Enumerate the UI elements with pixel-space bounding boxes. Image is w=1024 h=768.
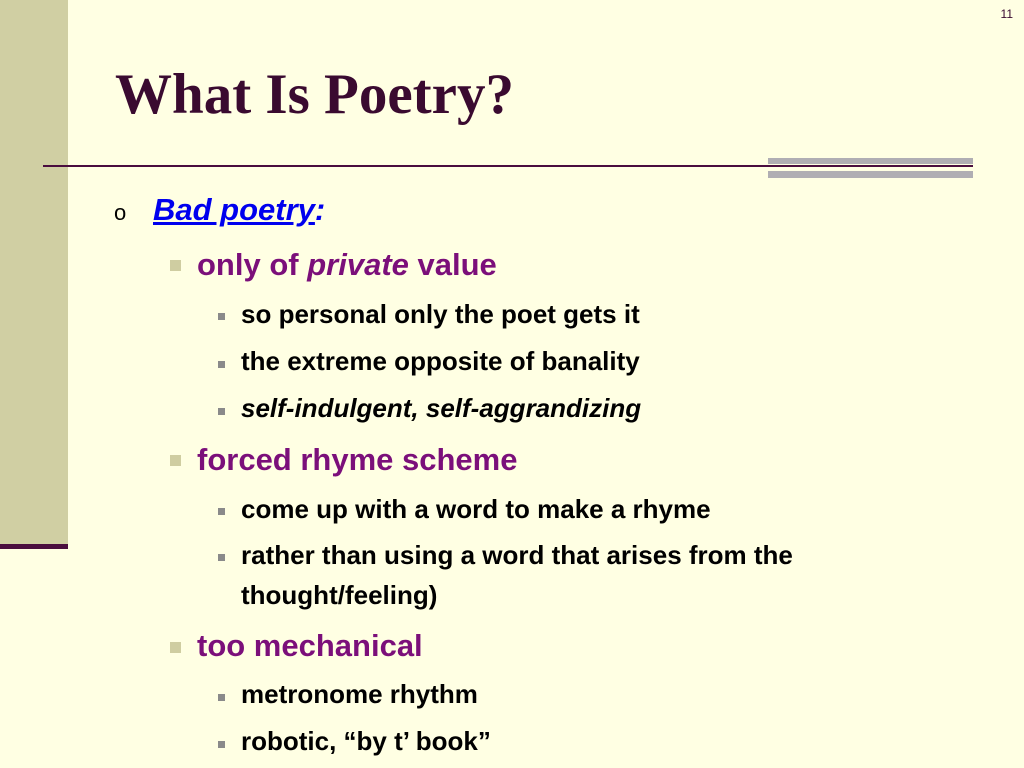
list-item: rather than using a word that arises from the	[241, 540, 793, 570]
sub-bullet-private-value	[197, 247, 497, 283]
slide-title: What Is Poetry?	[115, 63, 514, 126]
small-square-bullet-icon	[218, 508, 225, 515]
sub-bullet-text-post: value	[408, 247, 497, 282]
sub-bullet-text-pre: only of	[197, 247, 308, 282]
left-accent-line	[0, 544, 68, 549]
left-decorative-bar	[0, 0, 68, 546]
square-bullet-icon	[170, 455, 181, 466]
small-square-bullet-icon	[218, 741, 225, 748]
decorative-gray-bars	[768, 158, 973, 180]
circle-bullet-icon: o	[114, 200, 127, 225]
small-square-bullet-icon	[218, 694, 225, 701]
gray-bar-top	[768, 158, 973, 164]
bad-poetry-link[interactable]: Bad poetry	[153, 192, 315, 227]
list-item: robotic, “by t’ book”	[241, 726, 491, 756]
list-item: so personal only the poet gets it	[241, 299, 640, 329]
sub-bullet-text-em: private	[307, 247, 409, 282]
square-bullet-icon	[170, 260, 181, 271]
list-item: come up with a word to make a rhyme	[241, 494, 711, 524]
square-bullet-icon	[170, 642, 181, 653]
bullet-heading	[153, 192, 325, 228]
small-square-bullet-icon	[218, 554, 225, 561]
list-item: self-indulgent, self-aggrandizing	[241, 393, 642, 423]
small-square-bullet-icon	[218, 408, 225, 415]
small-square-bullet-icon	[218, 361, 225, 368]
list-item: metronome rhythm	[241, 679, 478, 709]
heading-colon: :	[314, 192, 326, 227]
sub-bullet-too-mechanical: too mechanical	[197, 628, 423, 663]
small-square-bullet-icon	[218, 313, 225, 320]
slide-number: 11	[1000, 7, 1013, 21]
gray-bar-bottom	[768, 171, 973, 178]
list-item: the extreme opposite of banality	[241, 346, 640, 376]
sub-bullet-forced-rhyme: forced rhyme scheme	[197, 442, 518, 477]
list-item-continuation: thought/feeling)	[241, 580, 438, 610]
